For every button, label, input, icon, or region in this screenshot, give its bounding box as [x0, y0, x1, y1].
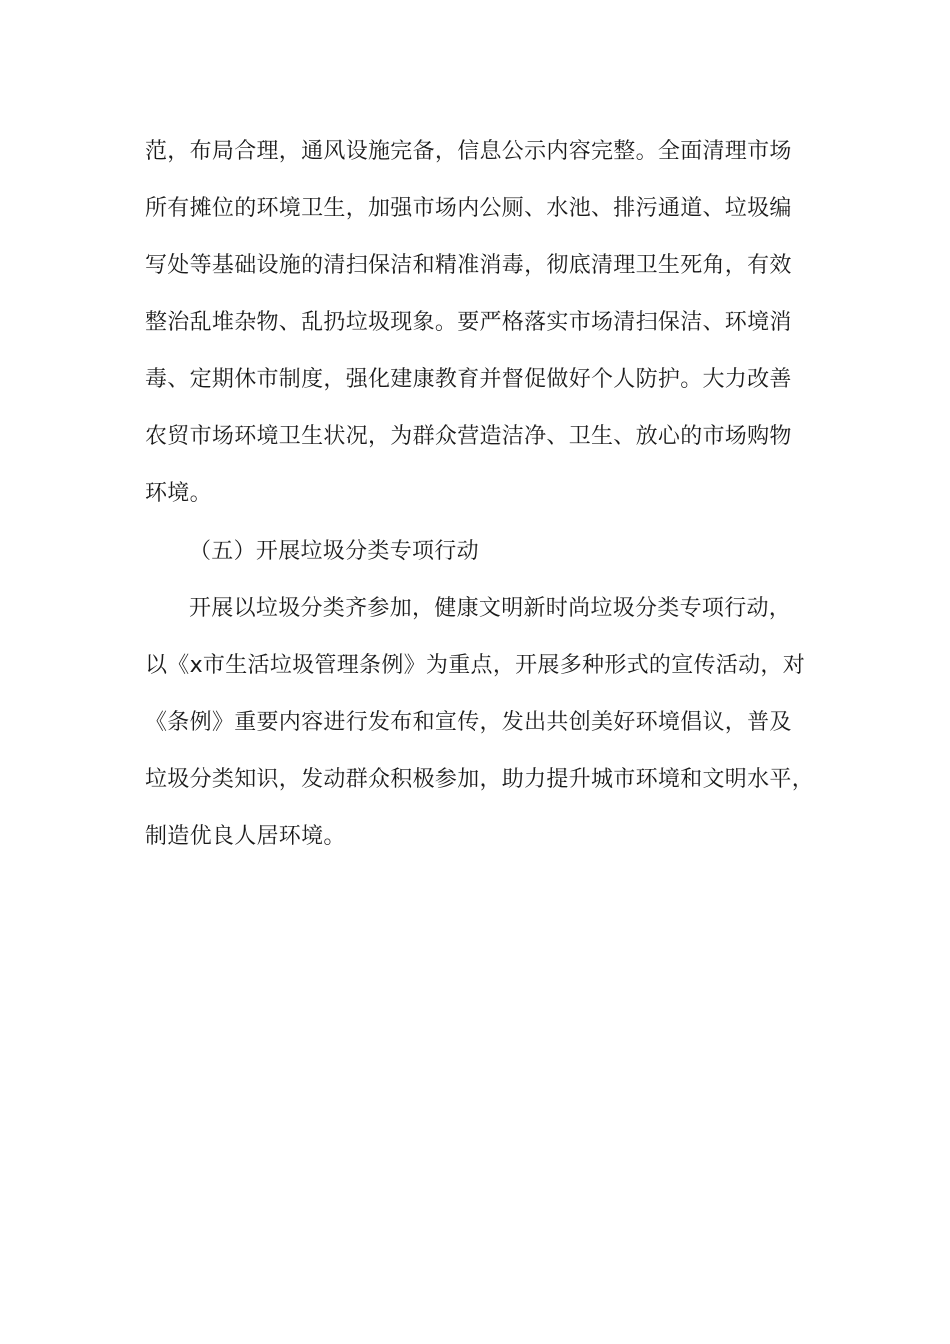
text-line: 写处等基础设施的清扫保洁和精准消毒，彻底清理卫生死角，有效 — [145, 253, 792, 278]
paragraph-waste-sorting — [145, 580, 825, 865]
text-line: 《条例》重要内容进行发布和宣传，发出共创美好环境倡议，普及 — [145, 710, 792, 735]
section-heading-text: （五）开展垃圾分类专项行动 — [189, 539, 479, 564]
section-heading — [145, 523, 825, 580]
text-line: 农贸市场环境卫生状况，为群众营造洁净、卫生、放心的市场购物 — [145, 424, 792, 449]
text-line: 环境。 — [145, 481, 212, 506]
text-line: 毒、定期休市制度，强化建康教育并督促做好个人防护。大力改善 — [145, 367, 792, 392]
text-line: 以《x市生活垃圾管理条例》为重点，开展多种形式的宣传活动，对 — [145, 653, 806, 678]
text-line: 开展以垃圾分类齐参加，健康文明新时尚垃圾分类专项行动， — [189, 596, 792, 621]
paragraph-market-sanitation — [145, 123, 825, 522]
text-line: 整治乱堆杂物、乱扔垃圾现象。要严格落实市场清扫保洁、环境消 — [145, 310, 792, 335]
text-line: 所有摊位的环境卫生，加强市场内公厕、水池、排污通道、垃圾编 — [145, 196, 792, 221]
text-line: 范，布局合理，通风设施完备，信息公示内容完整。全面清理市场 — [145, 139, 792, 164]
text-line: 垃圾分类知识，发动群众积极参加，助力提升城市环境和文明水平， — [145, 767, 815, 792]
text-line: 制造优良人居环境。 — [145, 824, 346, 849]
